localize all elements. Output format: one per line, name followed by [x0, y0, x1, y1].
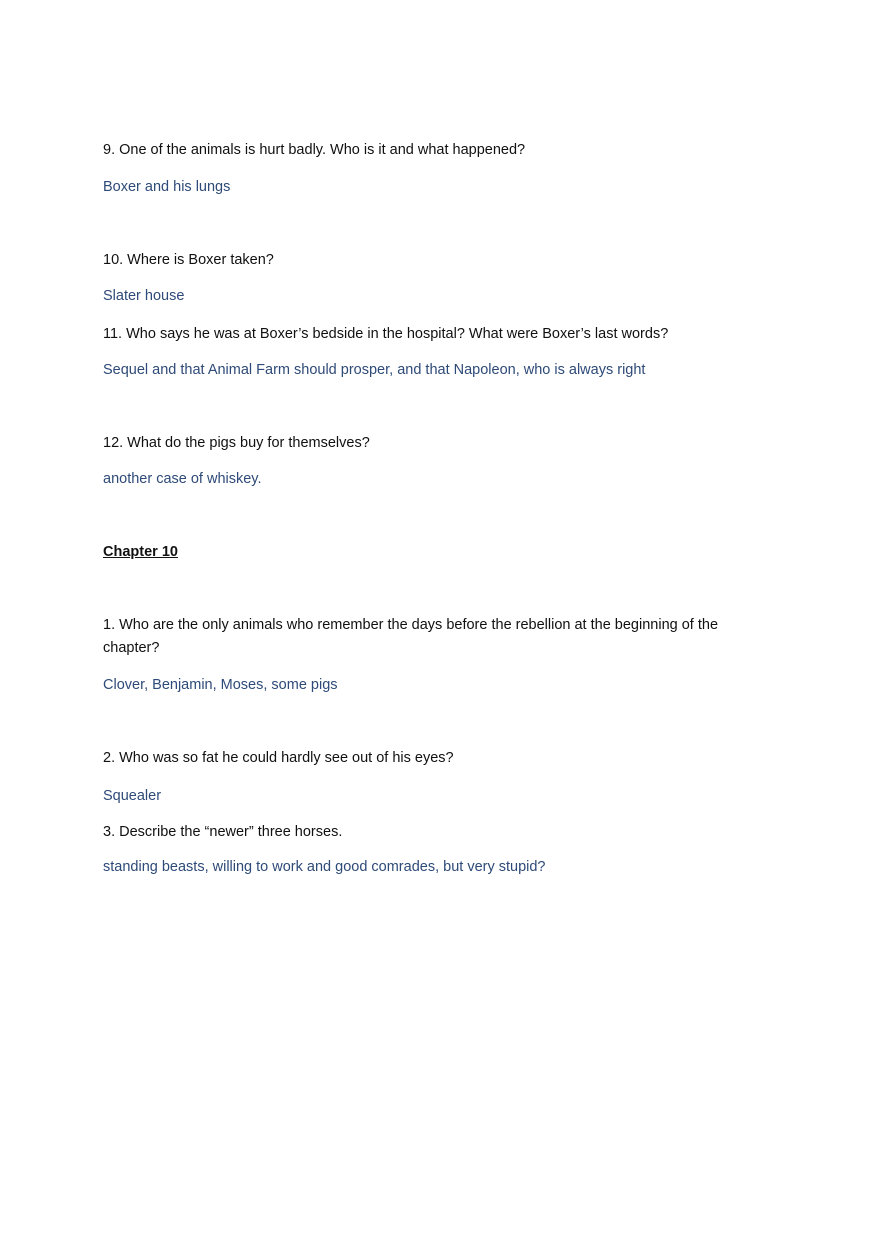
ch10-question-1: 1. Who are the only animals who remember the days before the rebellion at the beginning of the chapter?: [103, 617, 719, 656]
ch10-answer-3: standing beasts, willing to work and good comrades, but very stupid?: [103, 859, 546, 875]
answer-10: Slater house: [103, 288, 185, 304]
answer-12: another case of whiskey.: [103, 471, 262, 487]
question-10: 10. Where is Boxer taken?: [103, 252, 274, 268]
answer-11: Sequel and that Animal Farm should prosper, and that Napoleon, who is always right: [103, 362, 646, 378]
ch10-question-3: 3. Describe the “newer” three horses.: [103, 824, 343, 840]
answer-9: Boxer and his lungs: [103, 179, 231, 195]
ch10-answer-1: Clover, Benjamin, Moses, some pigs: [103, 677, 338, 693]
ch10-answer-2: Squealer: [103, 788, 162, 804]
question-11: 11. Who says he was at Boxer’s bedside in the hospital? What were Boxer’s last words?: [103, 326, 669, 342]
question-12: 12. What do the pigs buy for themselves?: [103, 435, 370, 451]
ch10-question-2: 2. Who was so fat he could hardly see out of his eyes?: [103, 750, 454, 766]
question-9: 9. One of the animals is hurt badly. Who is it and what happened?: [103, 142, 526, 158]
chapter-heading: Chapter 10: [103, 544, 178, 560]
